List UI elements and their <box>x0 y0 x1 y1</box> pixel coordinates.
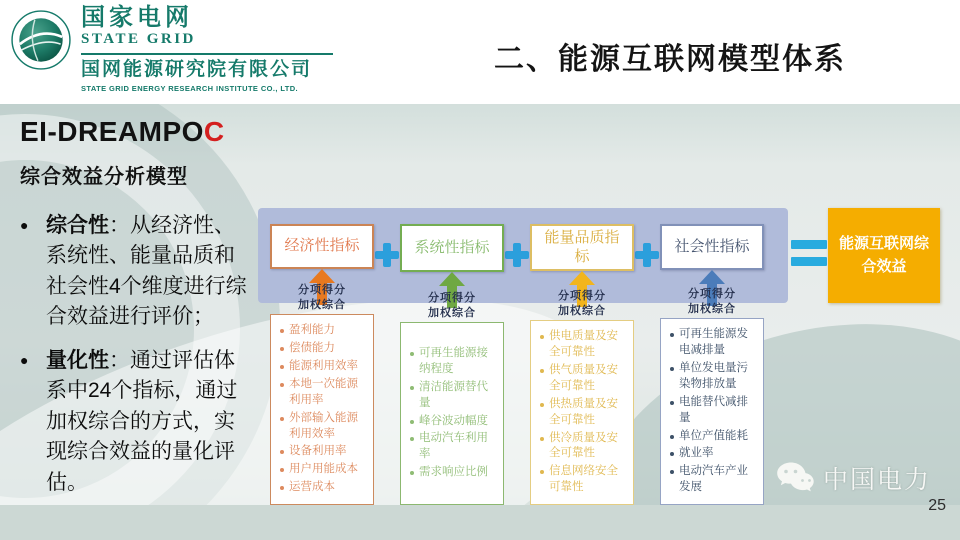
equals-icon <box>791 240 827 274</box>
indicator-box-system: 系统性指标 <box>400 224 504 272</box>
list-item: 盈利能力 <box>277 323 368 339</box>
logo-text <box>81 5 333 93</box>
column-energy-quality <box>530 224 634 505</box>
list-item: 供热质量及安全可靠性 <box>537 397 628 429</box>
column-economic <box>270 224 374 505</box>
state-grid-logo <box>10 5 333 93</box>
score-label-line2: 加权综合 <box>298 299 346 312</box>
watermark <box>776 460 931 496</box>
score-label <box>264 283 380 313</box>
model-heading-main: EI-DREAMPO <box>20 116 204 147</box>
bullet-item <box>20 346 252 498</box>
list-item: 可再生能源接纳程度 <box>407 346 498 378</box>
score-label-line1: 分项得分 <box>688 288 736 301</box>
watermark-text: 中国电力 <box>823 466 932 494</box>
score-label-line2: 加权综合 <box>688 303 736 316</box>
state-grid-globe-icon <box>10 9 72 71</box>
bullet-item <box>20 211 252 333</box>
list-item: 单位产值能耗 <box>667 429 758 445</box>
model-heading <box>20 116 252 148</box>
score-label <box>654 287 770 317</box>
left-panel <box>20 112 252 511</box>
score-label <box>394 291 510 321</box>
column-social <box>660 224 764 505</box>
list-item: 电动汽车产业发展 <box>667 464 758 496</box>
list-item: 就业率 <box>667 446 758 462</box>
list-item: 清洁能源替代量 <box>407 380 498 412</box>
logo-divider <box>81 53 333 55</box>
list-item: 设备利用率 <box>277 444 368 460</box>
score-label-line1: 分项得分 <box>428 292 476 304</box>
indicator-box-energy-quality: 能量品质指标 <box>530 224 634 271</box>
indicator-list-system <box>400 322 504 505</box>
list-item: 供冷质量及安全可靠性 <box>537 431 628 463</box>
content-area <box>0 104 960 540</box>
arrow-zone <box>530 271 634 320</box>
list-item: 峰谷波动幅度 <box>407 414 498 430</box>
list-item: 需求响应比例 <box>407 465 498 481</box>
page-number: 25 <box>928 497 946 514</box>
list-item: 信息网络安全可靠性 <box>537 464 628 496</box>
score-label-line2: 加权综合 <box>558 305 606 318</box>
indicator-list-energy-quality <box>530 320 634 505</box>
list-item: 用户用能成本 <box>277 462 368 478</box>
indicator-box-economic: 经济性指标 <box>270 224 374 269</box>
indicator-list-social <box>660 318 764 505</box>
score-label-line1: 分项得分 <box>558 290 606 303</box>
header <box>0 0 960 104</box>
wechat-icon <box>776 461 818 495</box>
bullet-term: 综合性 <box>46 214 109 237</box>
indicator-box-social: 社会性指标 <box>660 224 764 270</box>
result-box: 能源互联网综合效益 <box>828 208 940 303</box>
indicator-list-economic <box>270 314 374 505</box>
list-item: 能源利用效率 <box>277 359 368 375</box>
list-item: 供电质量及安全可靠性 <box>537 329 628 361</box>
list-item: 本地一次能源利用率 <box>277 377 368 409</box>
list-item: 供气质量及安全可靠性 <box>537 363 628 395</box>
model-heading-accent: C <box>203 116 225 147</box>
score-label-line2: 加权综合 <box>428 307 476 319</box>
score-label <box>524 289 640 319</box>
arrow-zone <box>660 270 764 318</box>
bullet-text: ：从经济性、系统性、能量品质和社会性4个维度进行综合效益进行评价； <box>46 214 247 329</box>
bullet-text: ：通过评估体系中24个指标，通过加权综合的方式，实现综合效益的量化评估。 <box>46 348 238 494</box>
logo-cn-name: 国家电网 <box>81 4 193 31</box>
list-item: 偿债能力 <box>277 341 368 357</box>
logo-en-name: STATE GRID <box>81 31 196 48</box>
list-item: 可再生能源发电减排量 <box>667 327 758 359</box>
score-label-line1: 分项得分 <box>298 284 346 297</box>
indicator-columns <box>270 224 776 505</box>
org-cn-name: 国网能源研究院有限公司 <box>81 59 313 81</box>
page-title: 二、能源互联网模型体系 <box>494 43 846 76</box>
bullet-list <box>20 211 252 498</box>
list-item: 外部输入能源利用效率 <box>277 411 368 443</box>
bullet-term: 量化性 <box>46 348 109 372</box>
arrow-zone <box>400 272 504 322</box>
list-item: 运营成本 <box>277 480 368 496</box>
list-item: 单位发电量污染物排放量 <box>667 361 758 393</box>
column-system <box>400 224 504 505</box>
model-subheading: 综合效益分析模型 <box>20 166 188 188</box>
org-en-name: STATE GRID ENERGY RESEARCH INSTITUTE CO., LTD. <box>81 84 299 94</box>
arrow-zone <box>270 269 374 315</box>
list-item: 电动汽车利用率 <box>407 431 498 463</box>
list-item: 电能替代减排量 <box>667 395 758 427</box>
